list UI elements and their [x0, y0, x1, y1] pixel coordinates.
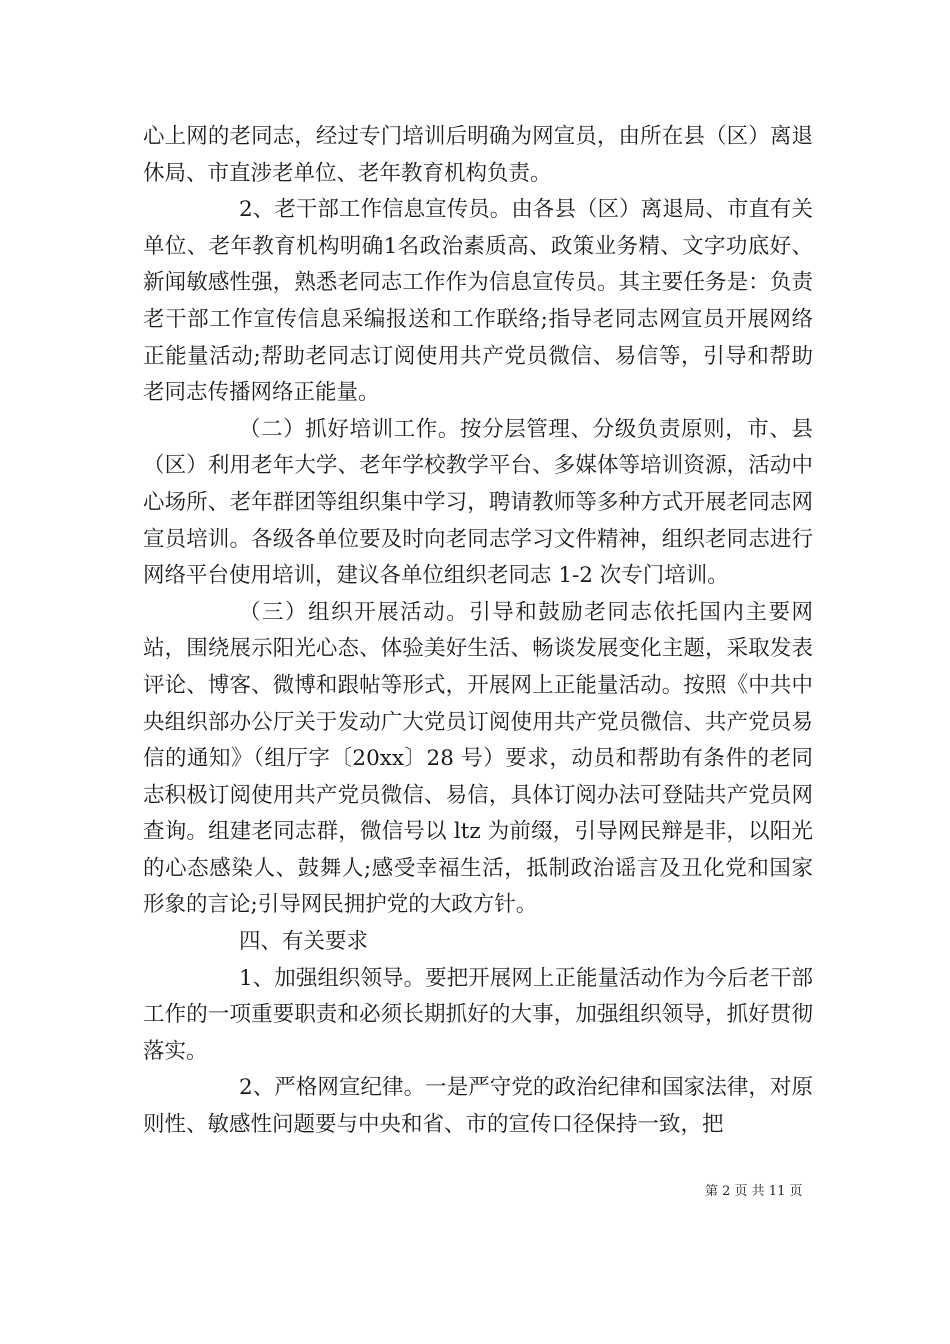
section-heading: 四、有关要求 — [239, 929, 369, 955]
paragraph: 心上网的老同志，经过专门培训后明确为网宣员，由所在县（区）离退休局、市直涉老单位、老年教育机构负责。 — [143, 124, 813, 186]
document-body — [143, 119, 813, 1144]
paragraph: 2、老干部工作信息宣传员。由各县（区）离退局、市直有关单位、老年教育机构明确1名政治素质高、政策业务精、文字功底好、新闻敏感性强，熟悉老同志工作作为信息宣传员。其主要任务是：负责老干部工作宣传信息采编报送和工作联络;指导老同志网宣员开展网络正能量活动;帮助老同志订阅使用共产党员微信、易信等，引导和帮助老同志传播网络正能量。 — [143, 197, 813, 406]
page-number-footer: 第 2 页 共 11 页 — [705, 1184, 803, 1199]
paragraph: （二）抓好培训工作。按分层管理、分级负责原则，市、县（区）利用老年大学、老年学校教学平台、多媒体等培训资源，活动中心场所、老年群团等组织集中学习，聘请教师等多种方式开展老同志网宣员培训。各级各单位要及时向老同志学习文件精神，组织老同志进行网络平台使用培训，建议各单位组织老同志 1-2 次专门培训。 — [143, 416, 813, 589]
paragraph: 1、加强组织领导。要把开展网上正能量活动作为今后老干部工作的一项重要职责和必须长期抓好的大事，加强组织领导，抓好贯彻落实。 — [143, 965, 813, 1064]
paragraph: 2、严格网宣纪律。一是严守党的政治纪律和国家法律，对原则性、敏感性问题要与中央和省、市的宣传口径保持一致，把 — [143, 1075, 813, 1138]
paragraph: （三）组织开展活动。引导和鼓励老同志依托国内主要网站，围绕展示阳光心态、体验美好生活、畅谈发展变化主题，采取发表评论、博客、微博和跟帖等形式，开展网上正能量活动。按照《中共中央组织部办公厅关于发动广大党员订阅使用共产党员微信、共产党员易信的通知》（组厅字〔20xx〕28 号）要求，动员和帮助有条件的老同志积极订阅使用共产党员微信、易信，具体订阅办法可登陆共产党员网查询。组建老同志群，微信号以 ltz 为前缀，引导网民辩是非，以阳光的心态感染人、鼓舞人;感受幸福生活，抵制政治谣言及丑化党和国家形象的言论;引导网民拥护党的大政方针。 — [143, 599, 813, 918]
